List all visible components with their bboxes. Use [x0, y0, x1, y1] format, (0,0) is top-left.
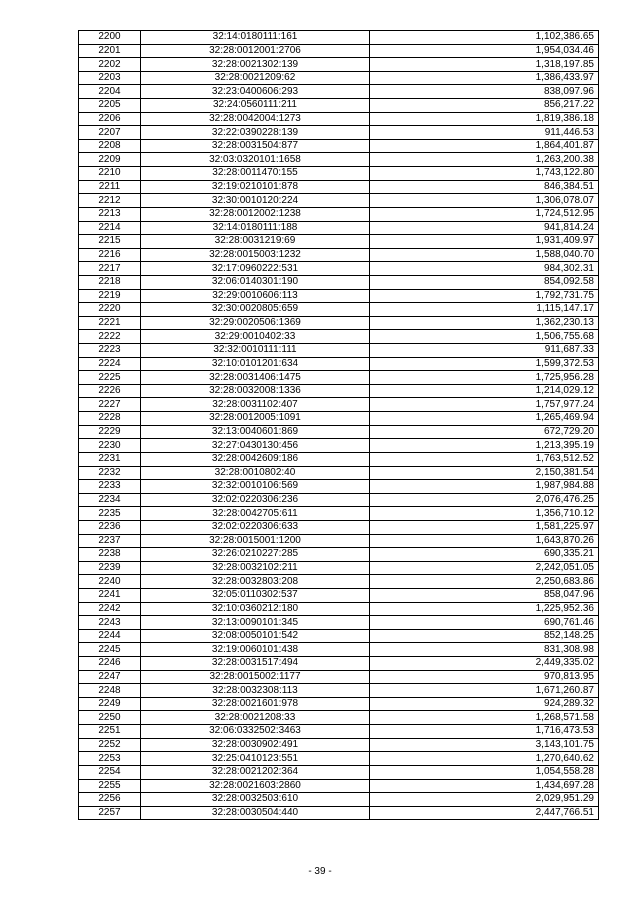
- amount: 2,449,335.02: [370, 657, 599, 671]
- cadastral-number: 32:29:0010606:113: [141, 289, 370, 303]
- table-row: [79, 58, 599, 72]
- table-row: [79, 452, 599, 466]
- cadastral-number: 32:14:0180111:161: [141, 31, 370, 45]
- table-row: [79, 738, 599, 752]
- table-row: [79, 548, 599, 562]
- amount: 1,115,147.17: [370, 303, 599, 317]
- amount: 1,581,225.97: [370, 520, 599, 534]
- amount: 1,987,984.88: [370, 480, 599, 494]
- cadastral-number: 32:27:0430130:456: [141, 439, 370, 453]
- row-number: 2235: [79, 507, 141, 521]
- row-number: 2223: [79, 344, 141, 358]
- table-row: [79, 684, 599, 698]
- table-row: [79, 725, 599, 739]
- table-row: [79, 697, 599, 711]
- cadastral-number: 32:28:0030902:491: [141, 738, 370, 752]
- amount: 911,687.33: [370, 344, 599, 358]
- row-number: 2252: [79, 738, 141, 752]
- row-number: 2226: [79, 384, 141, 398]
- amount: 1,054,558.28: [370, 765, 599, 779]
- cadastral-number: 32:13:0040601:869: [141, 425, 370, 439]
- row-number: 2200: [79, 31, 141, 45]
- cadastral-number: 32:06:0332502:3463: [141, 725, 370, 739]
- row-number: 2239: [79, 561, 141, 575]
- table-row: [79, 99, 599, 113]
- cadastral-number: 32:29:0010402:33: [141, 330, 370, 344]
- table-row: [79, 31, 599, 45]
- cadastral-number: 32:28:0021208:33: [141, 711, 370, 725]
- amount: 690,761.46: [370, 616, 599, 630]
- amount: 1,716,473.53: [370, 725, 599, 739]
- row-number: 2238: [79, 548, 141, 562]
- amount: 852,148.25: [370, 629, 599, 643]
- row-number: 2214: [79, 221, 141, 235]
- cadastral-number: 32:03:0320101:1658: [141, 153, 370, 167]
- cadastral-number: 32:28:0030504:440: [141, 806, 370, 820]
- amount: 1,588,040.70: [370, 248, 599, 262]
- cadastral-number: 32:28:0012001:2706: [141, 44, 370, 58]
- amount: 858,047.96: [370, 588, 599, 602]
- table-row: [79, 289, 599, 303]
- row-number: 2211: [79, 180, 141, 194]
- cadastral-number: 32:17:0960222:531: [141, 262, 370, 276]
- row-number: 2205: [79, 99, 141, 113]
- table-row: [79, 806, 599, 820]
- table-row: [79, 670, 599, 684]
- row-number: 2229: [79, 425, 141, 439]
- cadastral-number: 32:28:0032503:610: [141, 793, 370, 807]
- cadastral-number: 32:28:0015003:1232: [141, 248, 370, 262]
- cadastral-number: 32:26:0210227:285: [141, 548, 370, 562]
- cadastral-number: 32:28:0031517:494: [141, 657, 370, 671]
- table-row: [79, 303, 599, 317]
- amount: 846,384.51: [370, 180, 599, 194]
- table-row: [79, 507, 599, 521]
- cadastral-number: 32:28:0015002:1177: [141, 670, 370, 684]
- row-number: 2209: [79, 153, 141, 167]
- row-number: 2237: [79, 534, 141, 548]
- table-row: [79, 657, 599, 671]
- cadastral-number: 32:28:0032803:208: [141, 575, 370, 589]
- table-row: [79, 752, 599, 766]
- row-number: 2206: [79, 112, 141, 126]
- row-number: 2212: [79, 194, 141, 208]
- cadastral-number: 32:14:0180111:188: [141, 221, 370, 235]
- table-row: [79, 398, 599, 412]
- cadastral-number: 32:28:0011470:155: [141, 167, 370, 181]
- cadastral-number: 32:28:0031406:1475: [141, 371, 370, 385]
- table-row: [79, 629, 599, 643]
- cadastral-number: 32:28:0031504:877: [141, 139, 370, 153]
- table-row: [79, 330, 599, 344]
- row-number: 2210: [79, 167, 141, 181]
- row-number: 2221: [79, 316, 141, 330]
- cadastral-number: 32:19:0060101:438: [141, 643, 370, 657]
- amount: 941,814.24: [370, 221, 599, 235]
- row-number: 2225: [79, 371, 141, 385]
- table-row: [79, 167, 599, 181]
- amount: 1,506,755.68: [370, 330, 599, 344]
- amount: 924,289.32: [370, 697, 599, 711]
- amount: 1,763,512.52: [370, 452, 599, 466]
- cadastral-number: 32:05:0110302:537: [141, 588, 370, 602]
- table-row: [79, 85, 599, 99]
- cadastral-number: 32:28:0032102:211: [141, 561, 370, 575]
- amount: 2,150,381.54: [370, 466, 599, 480]
- cadastral-number: 32:28:0042004:1273: [141, 112, 370, 126]
- row-number: 2253: [79, 752, 141, 766]
- cadastral-number: 32:13:0090101:345: [141, 616, 370, 630]
- table-row: [79, 112, 599, 126]
- table-row: [79, 275, 599, 289]
- amount: 2,076,476.25: [370, 493, 599, 507]
- amount: 1,725,956.28: [370, 371, 599, 385]
- amount: 856,217.22: [370, 99, 599, 113]
- row-number: 2232: [79, 466, 141, 480]
- cadastral-number: 32:28:0031102:407: [141, 398, 370, 412]
- amount: 831,308.98: [370, 643, 599, 657]
- amount: 1,671,260.87: [370, 684, 599, 698]
- amount: 1,819,386.18: [370, 112, 599, 126]
- cadastral-number: 32:28:0031219:69: [141, 235, 370, 249]
- row-number: 2242: [79, 602, 141, 616]
- table-row: [79, 602, 599, 616]
- table-row: [79, 588, 599, 602]
- table-row: [79, 575, 599, 589]
- row-number: 2236: [79, 520, 141, 534]
- amount: 3,143,101.75: [370, 738, 599, 752]
- table-row: [79, 561, 599, 575]
- cadastral-number: 32:10:0101201:634: [141, 357, 370, 371]
- row-number: 2203: [79, 71, 141, 85]
- cadastral-number: 32:10:0360212:180: [141, 602, 370, 616]
- data-table: [78, 30, 599, 820]
- table-row: [79, 153, 599, 167]
- amount: 1,225,952.36: [370, 602, 599, 616]
- amount: 1,386,433.97: [370, 71, 599, 85]
- amount: 1,306,078.07: [370, 194, 599, 208]
- row-number: 2243: [79, 616, 141, 630]
- cadastral-number: 32:32:0010106:569: [141, 480, 370, 494]
- table-row: [79, 221, 599, 235]
- table-row: [79, 616, 599, 630]
- row-number: 2201: [79, 44, 141, 58]
- cadastral-number: 32:28:0032008:1336: [141, 384, 370, 398]
- amount: 2,250,683.86: [370, 575, 599, 589]
- cadastral-number: 32:06:0140301:190: [141, 275, 370, 289]
- cadastral-number: 32:02:0220306:236: [141, 493, 370, 507]
- table-row: [79, 126, 599, 140]
- table-body: [79, 31, 599, 820]
- table-row: [79, 71, 599, 85]
- row-number: 2250: [79, 711, 141, 725]
- table-row: [79, 793, 599, 807]
- table-row: [79, 262, 599, 276]
- amount: 1,265,469.94: [370, 412, 599, 426]
- row-number: 2217: [79, 262, 141, 276]
- cadastral-number: 32:29:0020506:1369: [141, 316, 370, 330]
- cadastral-number: 32:19:0210101:878: [141, 180, 370, 194]
- table-row: [79, 180, 599, 194]
- cadastral-number: 32:30:0020805:659: [141, 303, 370, 317]
- amount: 2,447,766.51: [370, 806, 599, 820]
- amount: 1,643,870.26: [370, 534, 599, 548]
- table-row: [79, 194, 599, 208]
- cadastral-number: 32:28:0021202:364: [141, 765, 370, 779]
- amount: 970,813.95: [370, 670, 599, 684]
- amount: 2,242,051.05: [370, 561, 599, 575]
- row-number: 2228: [79, 412, 141, 426]
- table-row: [79, 466, 599, 480]
- row-number: 2233: [79, 480, 141, 494]
- row-number: 2213: [79, 207, 141, 221]
- amount: 1,743,122.80: [370, 167, 599, 181]
- cadastral-number: 32:28:0021603:2860: [141, 779, 370, 793]
- row-number: 2230: [79, 439, 141, 453]
- table-row: [79, 439, 599, 453]
- row-number: 2246: [79, 657, 141, 671]
- row-number: 2241: [79, 588, 141, 602]
- table-row: [79, 235, 599, 249]
- amount: 1,318,197.85: [370, 58, 599, 72]
- table-row: [79, 480, 599, 494]
- row-number: 2222: [79, 330, 141, 344]
- cadastral-number: 32:28:0015001:1200: [141, 534, 370, 548]
- cadastral-number: 32:08:0050101:542: [141, 629, 370, 643]
- row-number: 2215: [79, 235, 141, 249]
- amount: 1,270,640.62: [370, 752, 599, 766]
- table-row: [79, 493, 599, 507]
- row-number: 2244: [79, 629, 141, 643]
- amount: 1,724,512.95: [370, 207, 599, 221]
- cadastral-number: 32:02:0220306:633: [141, 520, 370, 534]
- row-number: 2220: [79, 303, 141, 317]
- row-number: 2227: [79, 398, 141, 412]
- table-row: [79, 711, 599, 725]
- cadastral-number: 32:22:0390228:139: [141, 126, 370, 140]
- amount: 911,446.53: [370, 126, 599, 140]
- row-number: 2249: [79, 697, 141, 711]
- row-number: 2255: [79, 779, 141, 793]
- row-number: 2254: [79, 765, 141, 779]
- cadastral-number: 32:28:0032308:113: [141, 684, 370, 698]
- row-number: 2234: [79, 493, 141, 507]
- amount: 1,263,200.38: [370, 153, 599, 167]
- amount: 1,356,710.12: [370, 507, 599, 521]
- row-number: 2256: [79, 793, 141, 807]
- cadastral-number: 32:30:0010120:224: [141, 194, 370, 208]
- table-row: [79, 534, 599, 548]
- amount: 1,757,977.24: [370, 398, 599, 412]
- cadastral-number: 32:24:0560111:211: [141, 99, 370, 113]
- cadastral-number: 32:28:0021601:978: [141, 697, 370, 711]
- row-number: 2245: [79, 643, 141, 657]
- cadastral-number: 32:28:0012005:1091: [141, 412, 370, 426]
- amount: 2,029,951.29: [370, 793, 599, 807]
- row-number: 2207: [79, 126, 141, 140]
- amount: 1,434,697.28: [370, 779, 599, 793]
- amount: 1,792,731.75: [370, 289, 599, 303]
- cadastral-number: 32:28:0012002:1238: [141, 207, 370, 221]
- amount: 1,954,034.46: [370, 44, 599, 58]
- row-number: 2216: [79, 248, 141, 262]
- amount: 854,092.58: [370, 275, 599, 289]
- cadastral-number: 32:23:0400606:293: [141, 85, 370, 99]
- table-row: [79, 371, 599, 385]
- row-number: 2247: [79, 670, 141, 684]
- row-number: 2204: [79, 85, 141, 99]
- table-row: [79, 357, 599, 371]
- table-row: [79, 779, 599, 793]
- amount: 1,268,571.58: [370, 711, 599, 725]
- amount: 1,931,409.97: [370, 235, 599, 249]
- row-number: 2224: [79, 357, 141, 371]
- row-number: 2251: [79, 725, 141, 739]
- row-number: 2218: [79, 275, 141, 289]
- row-number: 2231: [79, 452, 141, 466]
- amount: 838,097.96: [370, 85, 599, 99]
- table-row: [79, 412, 599, 426]
- row-number: 2257: [79, 806, 141, 820]
- cadastral-number: 32:25:0410123:551: [141, 752, 370, 766]
- cadastral-number: 32:28:0021209:62: [141, 71, 370, 85]
- amount: 984,302.31: [370, 262, 599, 276]
- cadastral-number: 32:28:0021302:139: [141, 58, 370, 72]
- amount: 1,214,029.12: [370, 384, 599, 398]
- table-row: [79, 44, 599, 58]
- row-number: 2202: [79, 58, 141, 72]
- amount: 1,362,230.13: [370, 316, 599, 330]
- amount: 1,213,395.19: [370, 439, 599, 453]
- page-number: - 39 -: [308, 866, 332, 877]
- amount: 690,335.21: [370, 548, 599, 562]
- table-row: [79, 520, 599, 534]
- cadastral-number: 32:32:0010111:111: [141, 344, 370, 358]
- table-row: [79, 207, 599, 221]
- table-row: [79, 139, 599, 153]
- row-number: 2208: [79, 139, 141, 153]
- row-number: 2248: [79, 684, 141, 698]
- table-row: [79, 765, 599, 779]
- table-row: [79, 384, 599, 398]
- cadastral-number: 32:28:0042609:186: [141, 452, 370, 466]
- cadastral-number: 32:28:0042705:611: [141, 507, 370, 521]
- amount: 1,864,401.87: [370, 139, 599, 153]
- row-number: 2240: [79, 575, 141, 589]
- amount: 1,102,386.65: [370, 31, 599, 45]
- amount: 1,599,372.53: [370, 357, 599, 371]
- table-row: [79, 248, 599, 262]
- table-row: [79, 344, 599, 358]
- cadastral-number: 32:28:0010802:40: [141, 466, 370, 480]
- table-row: [79, 425, 599, 439]
- table-row: [79, 643, 599, 657]
- row-number: 2219: [79, 289, 141, 303]
- amount: 672,729.20: [370, 425, 599, 439]
- table-row: [79, 316, 599, 330]
